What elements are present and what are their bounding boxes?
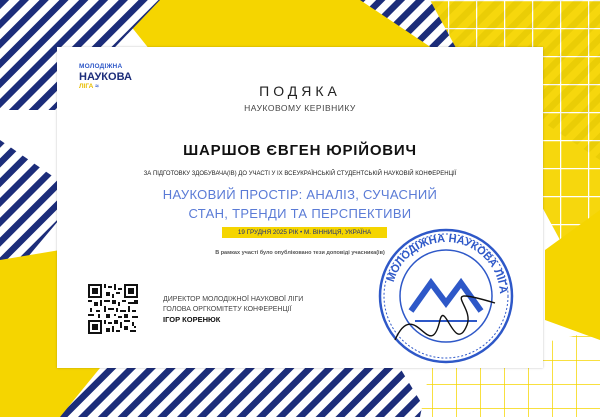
conference-title-line2: СТАН, ТРЕНДИ ТА ПЕРСПЕКТИВИ <box>188 206 412 221</box>
certificate-card <box>57 47 543 368</box>
recipient-name: ШАРШОВ ЄВГЕН ЮРІЙОВИЧ <box>183 142 417 159</box>
certificate-subtitle: НАУКОВОМУ КЕРІВНИКУ <box>244 103 356 113</box>
logo-line3-text: ЛІГА <box>79 82 94 90</box>
publication-note: В рамках участі було опубліковано тези доповіді учасника(ів) <box>215 250 385 256</box>
signatory-position-1: ДИРЕКТОР МОЛОДІЖНОЇ НАУКОВОЇ ЛІГИ <box>163 296 304 303</box>
event-info-badge <box>222 227 387 238</box>
logo-wave-icon: ≈ <box>95 82 99 90</box>
logo-line1: МОЛОДІЖНА <box>79 63 123 70</box>
signatory-name: ІГОР КОРЕНЮК <box>163 315 221 324</box>
stamp-ring-text: МОЛОДІЖНА НАУКОВА ЛІГА <box>385 232 510 295</box>
event-separator: • <box>300 229 303 236</box>
award-reason: ЗА ПІДГОТОВКУ ЗДОБУВАЧА(ІВ) ДО УЧАСТІ У IX ВСЕУКРАЇНСЬКІЙ СТУДЕНТСЬКІЙ НАУКОВІЙ КОНФЕРЕНЦІЇ <box>143 171 457 177</box>
official-stamp <box>375 225 517 367</box>
event-place: М. ВІННИЦЯ, УКРАЇНА <box>303 229 372 236</box>
certificate-title: ПОДЯКА <box>259 83 341 99</box>
conference-title <box>57 185 543 223</box>
signatory-position-2: ГОЛОВА ОРГКОМІТЕТУ КОНФЕРЕНЦІЇ <box>163 306 292 313</box>
logo-line2: НАУКОВА <box>79 70 132 83</box>
conference-title-line1: НАУКОВИЙ ПРОСТІР: АНАЛІЗ, СУЧАСНИЙ <box>162 187 438 202</box>
signatory-block <box>163 295 303 325</box>
qr-code <box>88 284 138 334</box>
event-date: 19 ГРУДНЯ 2025 РІК <box>237 229 299 236</box>
